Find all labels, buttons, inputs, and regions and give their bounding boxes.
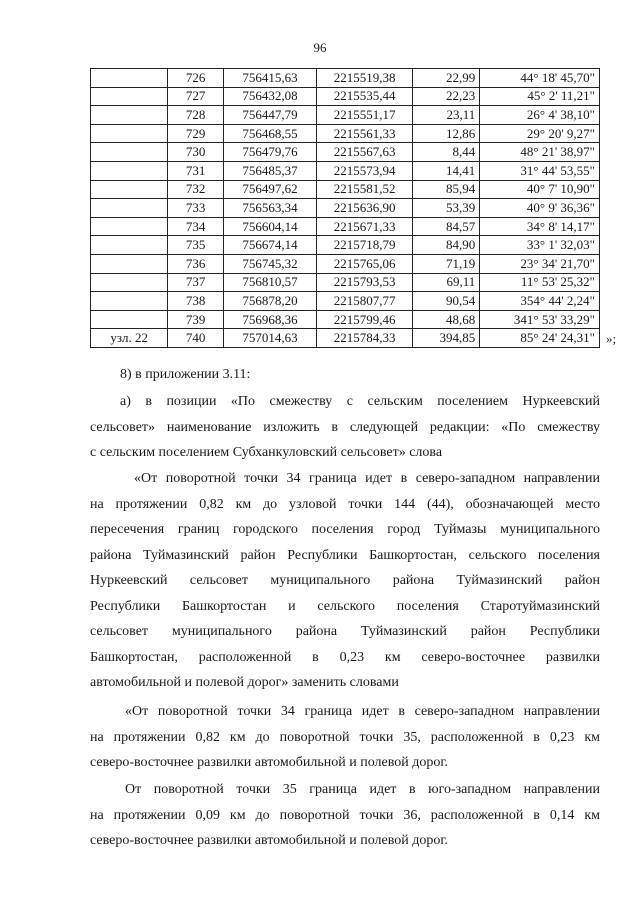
table-cell: 756415,63 [223, 69, 317, 88]
table-cell: 354° 44' 2,24" [480, 292, 600, 311]
table-cell [91, 292, 168, 311]
paragraph-item-8 [90, 362, 600, 388]
table-cell: 2215573,94 [317, 161, 413, 180]
table-cell: 69,11 [412, 273, 479, 292]
text-line: а) в позиции «По смежеству с сельским поселением Нуркеевский [120, 394, 600, 409]
table-cell [91, 69, 168, 88]
table-cell: 33° 1' 32,03" [480, 236, 600, 255]
text-line: От поворотной точки 35 граница идет в юго-западном направлении [125, 782, 600, 797]
paragraph-new-wording-2 [90, 777, 600, 854]
table-cell: 756432,08 [223, 87, 317, 106]
table-cell: 756485,37 [223, 161, 317, 180]
text-line: Башкортостан, расположенной в 0,23 км северо-восточнее развилки [90, 649, 600, 665]
table-cell: 2215671,33 [317, 217, 413, 236]
table-cell: 2215561,33 [317, 124, 413, 143]
text-line: автомобильной и полевой дорог» заменить словами [90, 675, 399, 690]
table-row [91, 161, 600, 180]
table-cell: 31° 44' 53,55" [480, 161, 600, 180]
table-row [91, 217, 600, 236]
table-cell: 40° 7' 10,90" [480, 180, 600, 199]
text-line: пересечения границ городского поселения город Туймазы муниципального [90, 522, 600, 537]
table-cell: 735 [168, 236, 223, 255]
table-cell [91, 199, 168, 218]
text-line: на протяжении 0,82 км до поворотной точки 35, расположенной в 0,23 км [90, 729, 600, 745]
table-cell: 756497,62 [223, 180, 317, 199]
table-cell: 2215551,17 [317, 106, 413, 125]
table-cell: 726 [168, 69, 223, 88]
table-row [91, 329, 600, 348]
table-cell: 756674,14 [223, 236, 317, 255]
table-cell: 737 [168, 273, 223, 292]
table-row [91, 273, 600, 292]
table-cell: 341° 53' 33,29" [480, 310, 600, 329]
text-line: района Туймазинский район Республики Башкортостан, сельского поселения [90, 547, 600, 563]
text-line: Республики Башкортостан и сельского поселения Старотуймазинский [90, 598, 600, 614]
table-cell: 733 [168, 199, 223, 218]
table-cell: 729 [168, 124, 223, 143]
table-cell: 84,57 [412, 217, 479, 236]
table-cell: 738 [168, 292, 223, 311]
table-cell [91, 180, 168, 199]
text-line: 8) в приложении 3.11: [120, 367, 251, 382]
table-cell [91, 106, 168, 125]
table-cell: 44° 18' 45,70" [480, 69, 600, 88]
table-cell: 8,44 [412, 143, 479, 162]
table-cell [91, 124, 168, 143]
table-cell: 2215636,90 [317, 199, 413, 218]
text-line: «От поворотной точки 34 граница идет в северо-западном направлении [134, 471, 600, 486]
table-row [91, 69, 600, 88]
table-cell: 29° 20' 9,27" [480, 124, 600, 143]
table-cell [91, 273, 168, 292]
table-row [91, 236, 600, 255]
table-cell: 756604,14 [223, 217, 317, 236]
table-cell: 23° 34' 21,70" [480, 254, 600, 273]
table-cell: 22,23 [412, 87, 479, 106]
table-cell: 2215535,44 [317, 87, 413, 106]
text-line: северо-восточнее развилки автомобильной и полевой дорог. [90, 833, 449, 848]
table-cell: 739 [168, 310, 223, 329]
table-cell: 71,19 [412, 254, 479, 273]
page-number: 96 [313, 40, 327, 55]
text-line: «От поворотной точки 34 граница идет в северо-западном направлении [125, 704, 600, 719]
table-cell: 2215581,52 [317, 180, 413, 199]
table-row [91, 106, 600, 125]
text-line: с сельским поселением Субханкуловский сельсовет» слова [90, 445, 443, 460]
table-cell: 12,86 [412, 124, 479, 143]
table-cell [91, 254, 168, 273]
table-cell: 394,85 [412, 329, 479, 348]
table-cell: 22,99 [412, 69, 479, 88]
table-cell: 23,11 [412, 106, 479, 125]
table-cell [91, 217, 168, 236]
table-cell: 2215567,63 [317, 143, 413, 162]
table-row [91, 254, 600, 273]
table-cell: 736 [168, 254, 223, 273]
table-cell: 90,54 [412, 292, 479, 311]
table-row [91, 180, 600, 199]
table-cell: 48° 21' 38,97" [480, 143, 600, 162]
table-row [91, 310, 600, 329]
coordinates-table [90, 68, 600, 348]
text-line: на протяжении 0,09 км до поворотной точки 36, расположенной в 0,14 км [90, 807, 600, 823]
text-line: сельсовет муниципального района Туймазинский район Республики [90, 624, 600, 639]
table-cell [91, 87, 168, 106]
table-cell: 756810,57 [223, 273, 317, 292]
table-cell: 756563,34 [223, 199, 317, 218]
table-cell: 48,68 [412, 310, 479, 329]
paragraph-old-wording [90, 466, 600, 696]
table-cell: 730 [168, 143, 223, 162]
table-cell: 756468,55 [223, 124, 317, 143]
table-closing-mark: »; [606, 331, 617, 346]
table-cell: 2215807,77 [317, 292, 413, 311]
table-cell: 26° 4' 38,10" [480, 106, 600, 125]
table-row [91, 143, 600, 162]
table-cell [91, 310, 168, 329]
table-cell: 53,39 [412, 199, 479, 218]
table-cell: 727 [168, 87, 223, 106]
table-cell: 40° 9' 36,36" [480, 199, 600, 218]
table-cell: 756878,20 [223, 292, 317, 311]
table-cell: 2215793,53 [317, 273, 413, 292]
text-line: сельсовет» наименование изложить в следующей редакции: «По смежеству [90, 419, 600, 435]
table-cell: 45° 2' 11,21" [480, 87, 600, 106]
table-cell: 731 [168, 161, 223, 180]
table-cell: 756745,32 [223, 254, 317, 273]
table-cell: 740 [168, 329, 223, 348]
table-cell: узл. 22 [91, 329, 168, 348]
table-row [91, 124, 600, 143]
table-cell [91, 161, 168, 180]
paragraph-new-wording-1 [90, 699, 600, 776]
text-line: северо-восточнее развилки автомобильной и полевой дорог. [90, 755, 449, 770]
table-cell: 734 [168, 217, 223, 236]
table-cell: 2215799,46 [317, 310, 413, 329]
table-cell: 85° 24' 24,31" [480, 329, 600, 348]
table-row [91, 87, 600, 106]
table-cell: 756447,79 [223, 106, 317, 125]
table-cell: 732 [168, 180, 223, 199]
table-cell: 2215519,38 [317, 69, 413, 88]
table-cell [91, 236, 168, 255]
table-cell: 2215765,06 [317, 254, 413, 273]
table-cell: 85,94 [412, 180, 479, 199]
table-cell [91, 143, 168, 162]
table-cell: 2215718,79 [317, 236, 413, 255]
table-cell: 728 [168, 106, 223, 125]
table-cell: 757014,63 [223, 329, 317, 348]
table-cell: 84,90 [412, 236, 479, 255]
table-row [91, 199, 600, 218]
text-line: на протяжении 0,82 км до узловой точки 144 (44), обозначающей место [90, 496, 600, 512]
table-cell: 756479,76 [223, 143, 317, 162]
table-cell: 14,41 [412, 161, 479, 180]
table-cell: 34° 8' 14,17" [480, 217, 600, 236]
text-line: Нуркеевский сельсовет муниципального района Туймазинский район [90, 573, 600, 588]
table-cell: 11° 53' 25,32" [480, 273, 600, 292]
paragraph-subitem-a [90, 389, 600, 466]
table-cell: 2215784,33 [317, 329, 413, 348]
table-cell: 756968,36 [223, 310, 317, 329]
table-row [91, 292, 600, 311]
